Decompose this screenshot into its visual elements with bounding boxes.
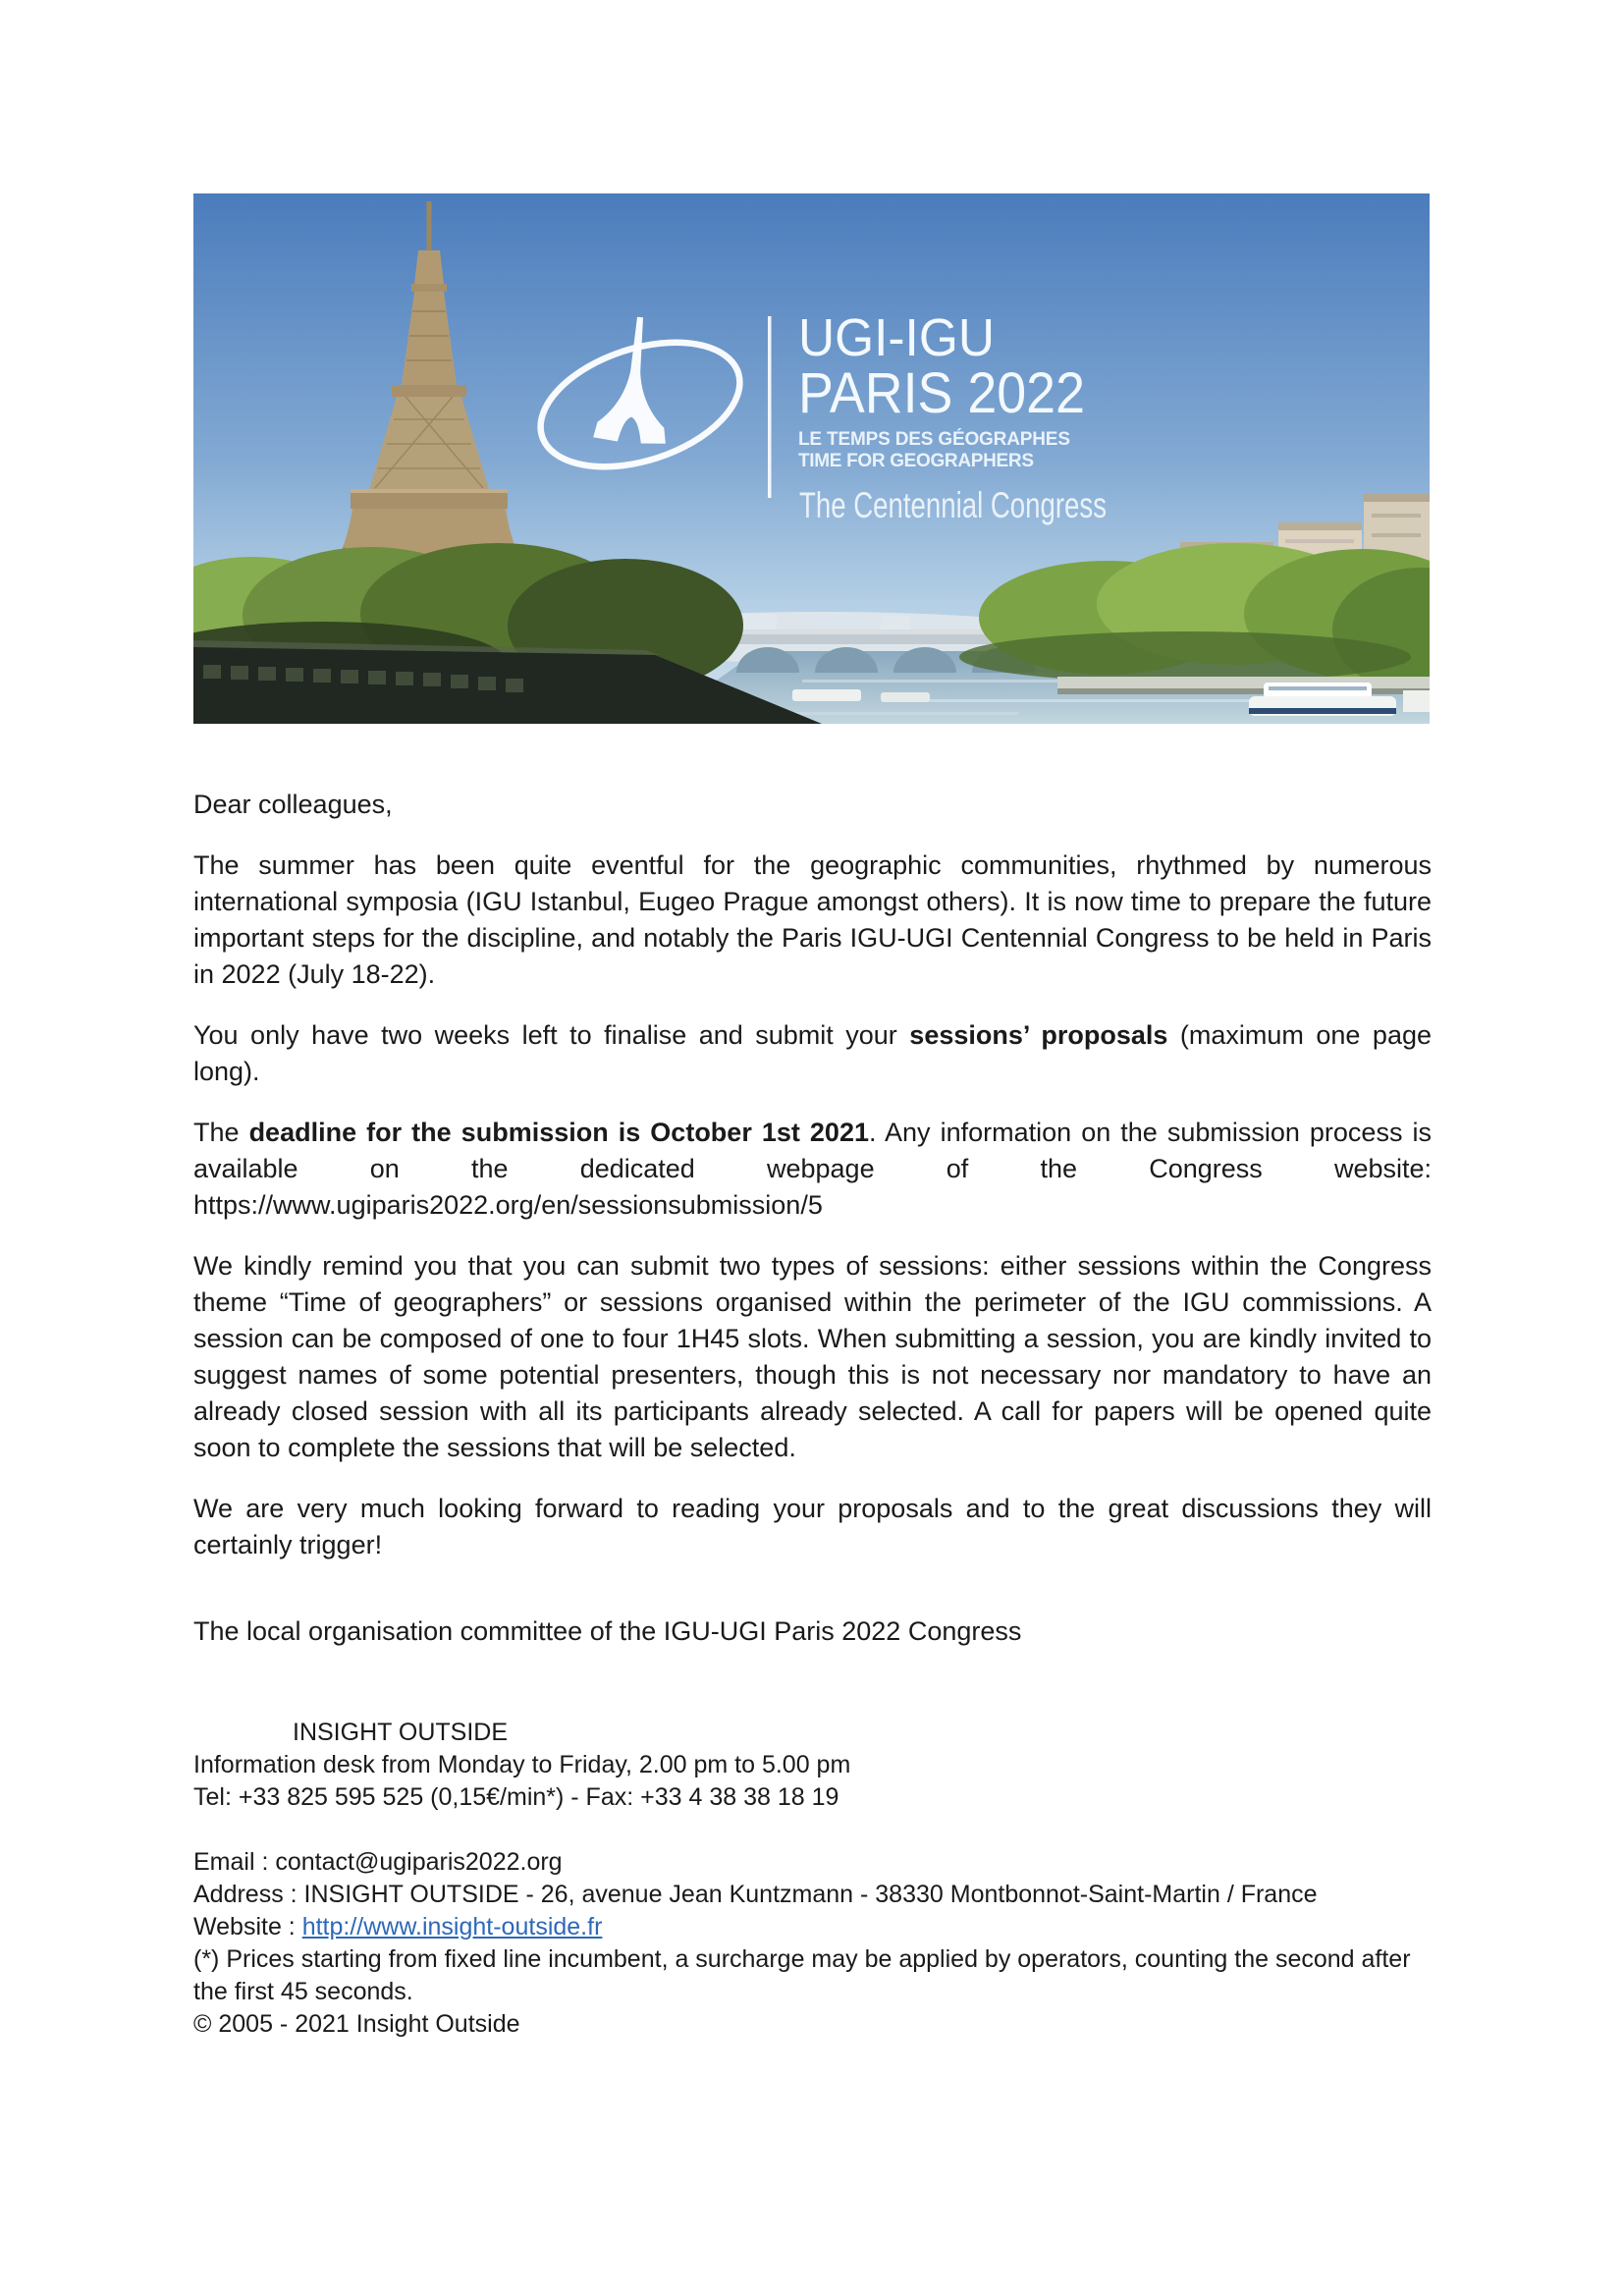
bold-text: deadline for the submission is October 1st 2021 [248, 1118, 869, 1147]
text-segment: The summer has been quite eventful for the geographic communities, rhythmed by numerous international symposia (IGU Istanbul, Eugeo Prague amongst others). It is now time to prepare the future important steps for the discipline, and notably the Paris IGU-UGI Centennial Congress to be held in Paris in 2022 (July 18-22). [193, 850, 1432, 989]
salutation: Dear colleagues, [193, 790, 393, 819]
paragraph-session-types [193, 1248, 1432, 1466]
footer [193, 1717, 1432, 2041]
paragraph-looking-forward [193, 1491, 1432, 1563]
text-segment: (maximum one page long). [193, 1020, 1432, 1086]
text-segment: © 2005 - 2021 Insight Outside [193, 2010, 520, 2038]
text-segment: (*) Prices starting from fixed line incumbent, a surcharge may be applied by operators, counting the second after the first 45 seconds. [193, 1945, 1411, 2005]
footer-email [193, 1846, 1432, 1879]
text-segment: The [193, 1118, 249, 1147]
footer-price-note [193, 1943, 1432, 2008]
text-segment: Address : INSIGHT OUTSIDE - 26, avenue Jean Kuntzmann - 38330 Montbonnot-Saint-Martin / France [193, 1881, 1318, 1908]
paragraph-summer [193, 847, 1432, 993]
footer-blank-line [193, 1814, 1432, 1846]
text-segment: INSIGHT OUTSIDE [293, 1719, 509, 1746]
text-segment: We are very much looking forward to reading your proposals and to the great discussions they will certainly trigger! [193, 1494, 1432, 1559]
text-segment: We kindly remind you that you can submit two types of sessions: either sessions within the Congress theme “Time of geographers” or sessions organised within the perimeter of the IGU commissions. A session can be composed of one to four 1H45 slots. When submitting a session, you are kindly invited to suggest names of some potential presenters, though this is not necessary nor mandatory to have an already closed session with all its participants already selected. A call for papers will be opened quite soon to complete the sessions that will be selected. [193, 1251, 1432, 1462]
footer-copyright [193, 2008, 1432, 2041]
footer-company-name [193, 1717, 1432, 1749]
header-photo [193, 193, 1430, 724]
text-segment: Tel: +33 825 595 525 (0,15€/min*) - Fax: +33 4 38 38 18 19 [193, 1783, 839, 1811]
logo-divider [768, 316, 772, 498]
logo-subtitle-en: TIME FOR GEOGRAPHERS [798, 451, 1034, 471]
text-segment: . Any information on the submission process is available on the dedicated webpage of the Congress website: https://www.ugiparis2022.org/en/sessionsubmission/5 [193, 1118, 1432, 1220]
signature: The local organisation committee of the IGU-UGI Paris 2022 Congress [193, 1616, 1022, 1646]
logo-title-line1: UGI-IGU [798, 308, 995, 367]
text-segment: Information desk from Monday to Friday, 2.00 pm to 5.00 pm [193, 1751, 851, 1778]
letter-body [193, 787, 1432, 2041]
logo-title-line2: PARIS 2022 [798, 361, 1085, 425]
text-segment: You only have two weeks left to finalise and submit your [193, 1020, 910, 1050]
logo-subtitle-fr: LE TEMPS DES GÉOGRAPHES [798, 429, 1070, 450]
bold-text: sessions’ proposals [909, 1020, 1168, 1050]
paragraph-deadline [193, 1115, 1432, 1224]
right-quay [1057, 677, 1430, 694]
text-segment: Email : contact@ugiparis2022.org [193, 1848, 563, 1876]
footer-address [193, 1879, 1432, 1911]
footer-tel-fax [193, 1781, 1432, 1814]
text-segment: Website : [193, 1913, 302, 1941]
footer-info-desk [193, 1749, 1432, 1781]
logo-tagline: The Centennial Congress [799, 485, 1107, 525]
hyperlink[interactable]: http://www.insight-outside.fr [301, 1913, 603, 1941]
paragraph-two-weeks [193, 1017, 1432, 1090]
footer-website [193, 1911, 1432, 1943]
